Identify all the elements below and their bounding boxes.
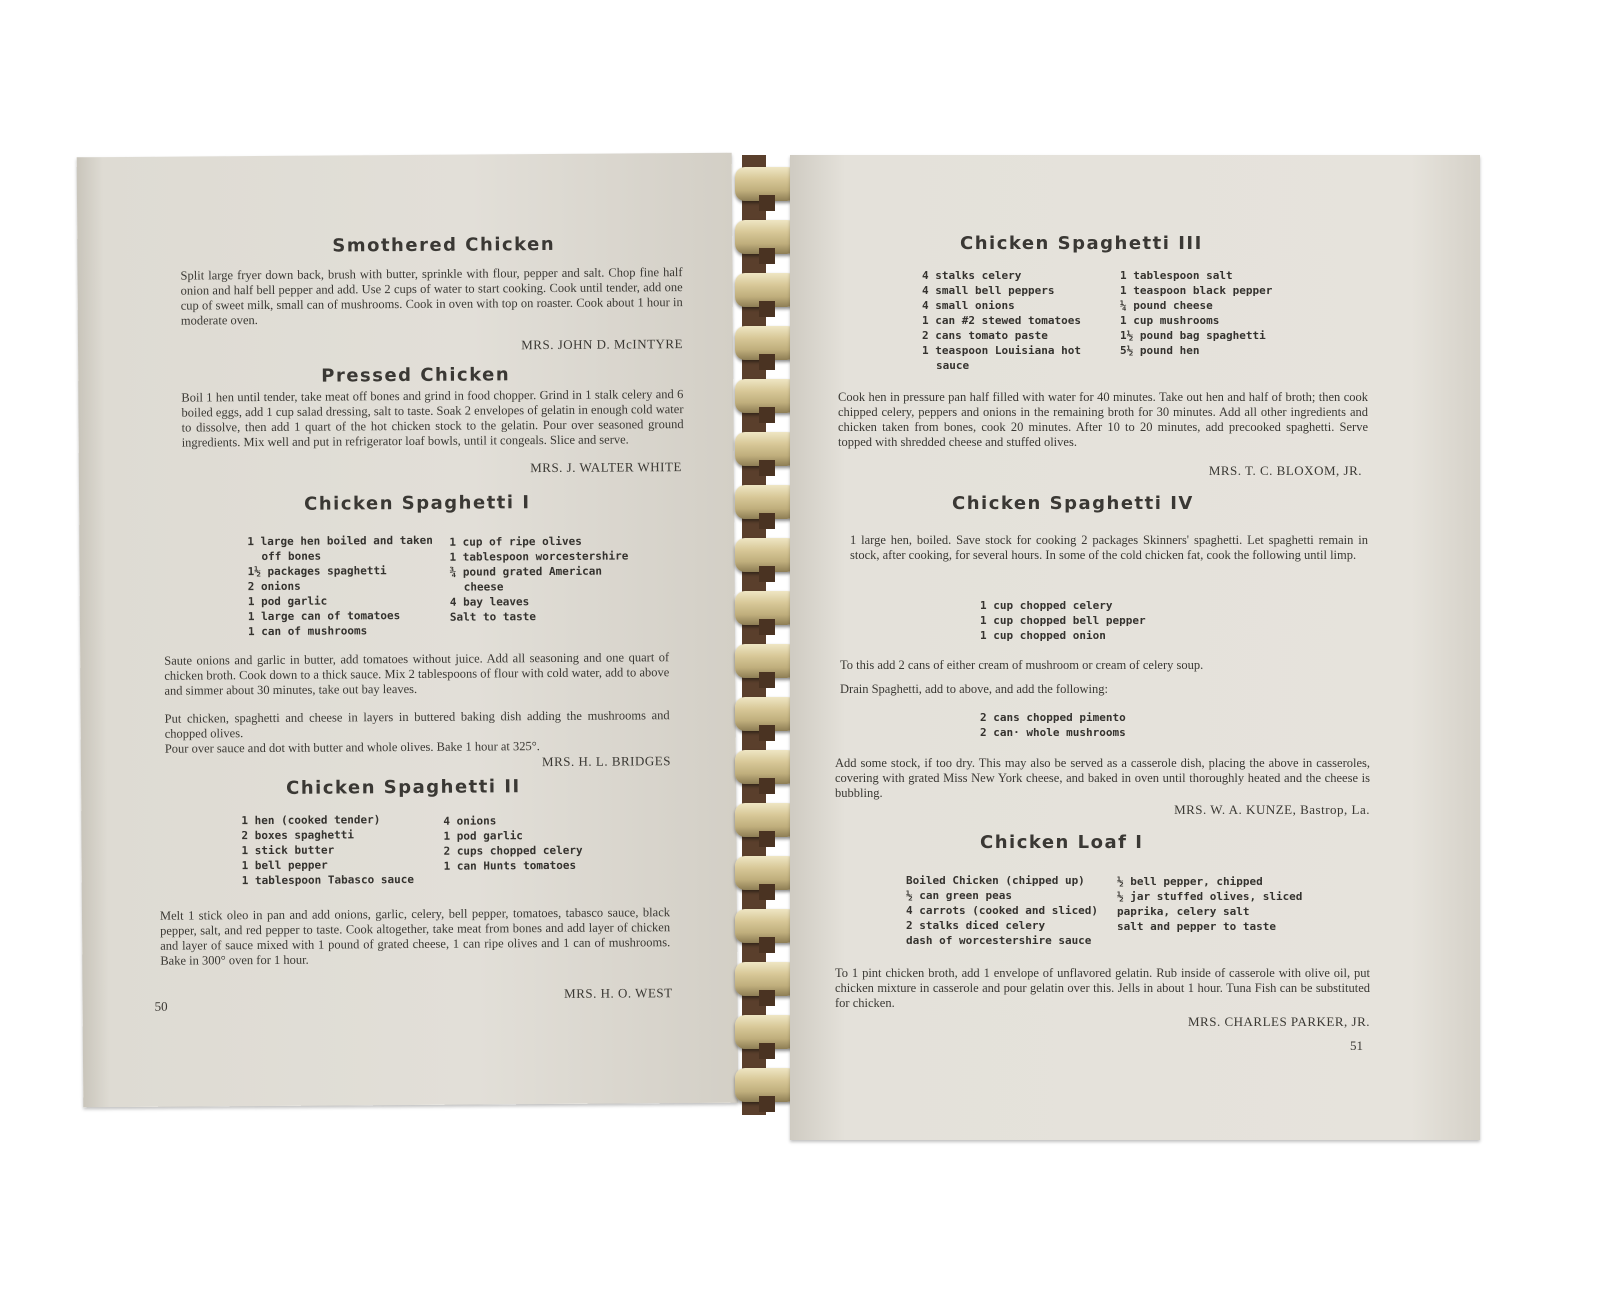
ingredient: 5½ pound hen: [1120, 344, 1200, 357]
ingredient: 1 can Hunts tomatoes: [443, 858, 577, 873]
ingredient-list: [443, 813, 582, 874]
recipe-text: Pour over sauce and dot with butter and whole olives. Bake 1 hour at 325°.: [164, 739, 540, 756]
ingredient: 2 onions: [247, 579, 301, 594]
page-number: 51: [1350, 1038, 1363, 1053]
ingredient: 1 can of mushrooms: [247, 624, 368, 639]
left-page: [77, 153, 739, 1108]
ingredient: 1 teaspoon Louisiana hot: [922, 344, 1081, 357]
ingredient-list: [980, 598, 1146, 643]
ingredient: 4 small bell peppers: [922, 284, 1055, 297]
recipe-signature: MRS. H. O. WEST: [564, 985, 673, 1001]
ingredient: 1 pod garlic: [443, 829, 523, 843]
ingredient: 1 teaspoon black pepper: [1120, 284, 1273, 297]
ingredient: paprika, celery salt: [1117, 905, 1250, 918]
ingredient: 2 cans chopped pimento: [980, 711, 1126, 724]
ingredient: 1 large hen boiled and taken: [247, 533, 433, 549]
ingredient-list: [922, 268, 1081, 373]
recipe-text: Boil 1 hen until tender, take meat off bones and grind in food chopper. Grind in 1 stalk celery and 6 boiled eggs, add 1 cup salad dressing, salt to taste. Soak 2 envelopes of gelatin in enough cold water to dissolve, then add 1 quart of the hot chicken stock to the gelatin. Pour over seasoned ground ingredients. Mix well and put in refrigerator loaf bowls, until it congeals. Slice and serve.: [181, 387, 684, 450]
ingredient: 2 cans tomato paste: [922, 329, 1048, 342]
ingredient: 4 carrots (cooked and sliced): [906, 904, 1099, 917]
page-number: 50: [154, 998, 168, 1014]
recipe-title: Chicken Spaghetti I: [304, 492, 531, 515]
ingredient: 1 cup mushrooms: [1120, 314, 1220, 327]
recipe-title: Chicken Spaghetti II: [286, 776, 521, 799]
recipe-title: Chicken Spaghetti IV: [952, 493, 1194, 514]
ingredient-list: [247, 533, 433, 639]
recipe-title: Chicken Loaf I: [980, 832, 1144, 853]
ingredient: ½ bell pepper, chipped: [1117, 875, 1263, 888]
recipe-signature: MRS. H. L. BRIDGES: [541, 753, 671, 770]
ingredient: sauce: [936, 359, 970, 372]
ingredient: Salt to taste: [449, 610, 537, 624]
ingredient: ¾ pound grated American: [449, 564, 602, 579]
ingredient: cheese: [463, 580, 504, 594]
ingredient: 4 small onions: [922, 299, 1015, 312]
ingredient: ¼ pound cheese: [1120, 299, 1213, 312]
ingredient: 2 boxes spaghetti: [241, 828, 355, 843]
ingredient: 1 pod garlic: [247, 594, 328, 609]
recipe-signature: MRS. T. C. BLOXOM, JR.: [1208, 463, 1362, 478]
recipe-title: Chicken Spaghetti III: [960, 233, 1203, 254]
recipe-text: Put chicken, spaghetti and cheese in layers in buttered baking dish adding the mushrooms and chopped olives.: [164, 708, 670, 741]
recipe-title: Smothered Chicken: [332, 233, 556, 257]
ingredient: 4 onions: [443, 814, 497, 828]
recipe-text: To 1 pint chicken broth, add 1 envelope of unflavored gelatin. Rub inside of casserole with olive oil, put chicken mixture in casserole and pour gelatin over this. Jells in about 1 hour. Tuna Fish can be substituted for chicken.: [835, 966, 1370, 1010]
ingredient: 1 cup chopped celery: [980, 599, 1113, 612]
recipe-text: 1 large hen, boiled. Save stock for cooking 2 packages Skinners' spaghetti. Let spaghetti remain in stock, after cooking, for several hours. In some of the cold chicken fat, cook the following until limp.: [850, 533, 1368, 562]
ingredient-list: [980, 710, 1126, 740]
ingredient: 1 large can of tomatoes: [247, 609, 401, 624]
recipe-text: Add some stock, if too dry. This may also be served as a casserole dish, placing the above in casseroles, covering with grated Miss New York cheese, and baked in oven until thoroughly heated and the cheese is bubbling.: [835, 756, 1370, 800]
ingredient-list: [449, 533, 628, 624]
ingredient: 1 bell pepper: [241, 858, 328, 873]
ingredient: 1 tablespoon Tabasco sauce: [241, 872, 414, 888]
ingredient: salt and pepper to taste: [1117, 920, 1276, 933]
ingredient: off bones: [261, 549, 322, 564]
ingredient: 1 tablespoon salt: [1120, 269, 1233, 282]
ingredient: ½ can green peas: [906, 889, 1012, 902]
ingredient: 2 can· whole mushrooms: [980, 726, 1126, 739]
ingredient: 4 bay leaves: [449, 595, 530, 609]
ingredient-list: [241, 812, 414, 888]
ingredient: 1½ pound bag spaghetti: [1120, 329, 1266, 342]
recipe-text: Cook hen in pressure pan half filled with water for 40 minutes. Take out hen and half of broth; then cook chipped celery, peppers and onions in the remaining broth for 30 minutes. Add all other ingredients and chicken taken from bones, cook 20 minutes. After 10 to 20 minutes, add precooked spaghetti. Serve topped with shredded cheese and stuffed olives.: [838, 390, 1368, 449]
recipe-text: To this add 2 cans of either cream of mushroom or cream of celery soup.: [840, 658, 1204, 672]
ingredient-list: [1120, 268, 1272, 358]
recipe-text: Saute onions and garlic in butter, add tomatoes without juice. Add all seasoning and one quart of chicken broth. Cook down to a thick sauce. Mix 2 tablespoons of flour with cold water, add to above and simmer about 30 minutes, take out bay leaves.: [164, 650, 670, 698]
ingredient: 1½ packages spaghetti: [247, 564, 387, 579]
ingredient: 1 stick butter: [241, 843, 335, 858]
recipe-text: Melt 1 stick oleo in pan and add onions, garlic, celery, bell pepper, tomatoes, tabasco sauce, black pepper, salt, and red pepper to taste. Cook altogether, take meat from bones and add layer of chicken and layer of sauce mixed with 1 pound of grated cheese, 1 can ripe olives and 1 can of mushrooms. Bake in 300° oven for 1 hour.: [159, 905, 671, 968]
ingredient: 1 cup chopped onion: [980, 629, 1106, 642]
recipe-text: Split large fryer down back, brush with butter, sprinkle with flour, pepper and salt. Chop fine half onion and half bell pepper and add. Use 2 cups of water to start cooking. Cook until tender, add one cup of sweet milk, small can of mushrooms. Cook in oven with top on roaster. Cook about 1 hour in moderate oven.: [180, 265, 683, 328]
ingredient: 1 cup chopped bell pepper: [980, 614, 1146, 627]
recipe-title: Pressed Chicken: [321, 364, 511, 387]
ingredient: ½ jar stuffed olives, sliced: [1117, 890, 1303, 903]
ingredient: 1 can #2 stewed tomatoes: [922, 314, 1081, 327]
right-page: [790, 155, 1480, 1140]
ingredient: 2 cups chopped celery: [443, 843, 583, 858]
ingredient: 4 stalks celery: [922, 269, 1022, 282]
ingredient-list: [1117, 874, 1302, 934]
recipe-signature: MRS. J. WALTER WHITE: [530, 459, 682, 476]
ingredient: 1 tablespoon worcestershire: [449, 549, 629, 564]
ingredient: dash of worcestershire sauce: [906, 934, 1092, 947]
ingredient: Boiled Chicken (chipped up): [906, 874, 1085, 887]
recipe-text: Drain Spaghetti, add to above, and add the following:: [840, 682, 1108, 696]
ingredient: 1 hen (cooked tender): [241, 813, 381, 828]
recipe-signature: MRS. W. A. KUNZE, Bastrop, La.: [1174, 802, 1370, 817]
ingredient-list: [906, 873, 1098, 948]
recipe-signature: MRS. CHARLES PARKER, JR.: [1187, 1014, 1370, 1029]
recipe-signature: MRS. JOHN D. McINTYRE: [521, 336, 684, 353]
ingredient: 2 stalks diced celery: [906, 919, 1046, 932]
ingredient: 1 cup of ripe olives: [449, 534, 582, 549]
